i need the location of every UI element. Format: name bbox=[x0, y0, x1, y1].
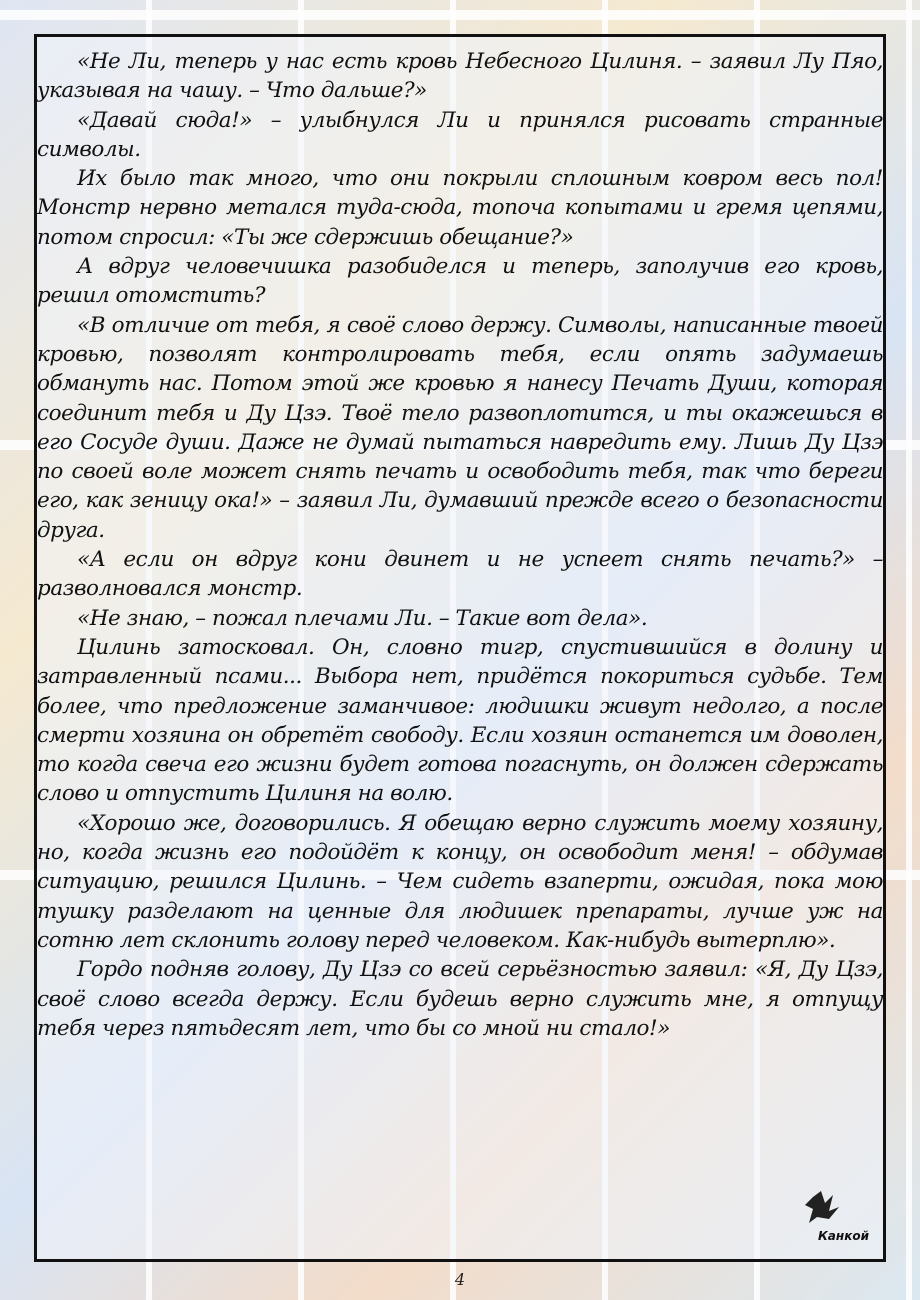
paragraph: «Не знаю, – пожал плечами Ли. – Такие вот дела». bbox=[77, 605, 648, 631]
paragraph: Цилинь затосковал. Он, словно тигр, спустившийся в долину и затравленный псами... Выбора нет, придётся покориться судьбе. Тем более, что предложение заманчивое: людишки живут недолго, а после смерти хозяина он обретёт свободу. Если хозяин останется им доволен, то когда свеча его жизни будет готова погаснуть, он должен сдержать слово и отпустить Цилиня на волю. bbox=[37, 634, 883, 807]
paragraph: «Давай сюда!» – улыбнулся Ли и принялся рисовать странные символы. bbox=[37, 107, 883, 162]
paragraph: «Не Ли, теперь у нас есть кровь Небесного Цилиня. – заявил Лу Пяо, указывая на чашу. – Что дальше?» bbox=[37, 49, 883, 104]
paragraph: Их было так много, что они покрыли сплошным ковром весь пол! Монстр нервно метался туда-сюда, топоча копытами и гремя цепями, потом спросил: «Ты же сдержишь обещание?» bbox=[37, 166, 883, 250]
story-text bbox=[37, 47, 883, 1043]
paragraph: «Хорошо же, договорились. Я обещаю верно служить моему хозяину, но, когда жизнь его подойдёт к концу, он освободит меня! – обдумав ситуацию, решился Цилинь. – Чем сидеть взаперти, ожидая, пока мою тушку разделают на ценные для людишек препараты, лучше уж на сотню лет склонить голову перед человеком. Как-нибудь вытерплю». bbox=[37, 810, 883, 953]
translator-logo-text: Канкой bbox=[818, 1229, 869, 1243]
text-frame bbox=[34, 34, 886, 1262]
paragraph: А вдруг человечишка разобиделся и теперь, заполучив его кровь, решил отомстить? bbox=[37, 254, 883, 309]
paragraph: Гордо подняв голову, Ду Цзэ со всей серьёзностью заявил: «Я, Ду Цзэ, своё слово всегда держу. Если будешь верно служить мне, я отпущу тебя через пятьдесят лет, что бы со мной ни стало!» bbox=[37, 957, 883, 1041]
paragraph: «В отличие от тебя, я своё слово держу. Символы, написанные твоей кровью, позволят контролировать тебя, если опять задумаешь обмануть нас. Потом этой же кровью я нанесу Печать Души, которая соединит тебя и Ду Цзэ. Твоё тело развоплотится, и ты окажешься в его Сосуде души. Даже не думай пытаться навредить ему. Лишь Ду Цзэ по своей воле может снять печать и освободить тебя, так что береги его, как зеницу ока!» – заявил Ли, думавший прежде всего о безопасности друга. bbox=[37, 312, 883, 543]
paragraph: «А если он вдруг кони двинет и не успеет снять печать?» – разволновался монстр. bbox=[37, 547, 883, 602]
page-number: 4 bbox=[454, 1270, 466, 1289]
